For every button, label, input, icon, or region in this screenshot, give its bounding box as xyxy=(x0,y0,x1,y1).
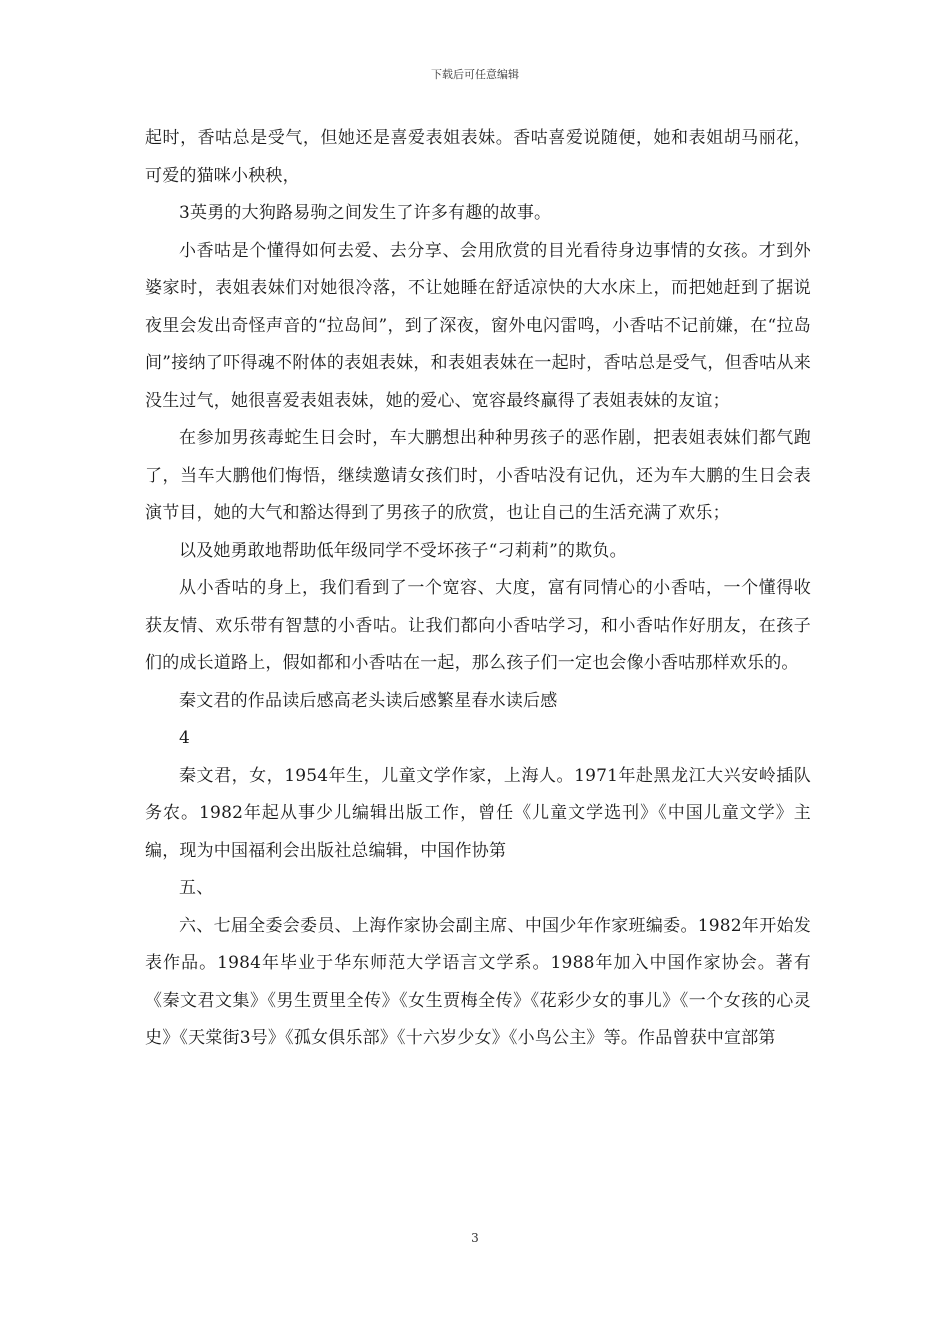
paragraph: 以及她勇敢地帮助低年级同学不受坏孩子“刁莉莉”的欺负。 xyxy=(179,540,627,561)
paragraph: 五、 xyxy=(179,878,214,898)
paragraph: 六、七届全委会委员、上海作家协会副主席、中国少年作家班编委。1982年开始发表作品。1984年毕业于华东师范大学语言文学系。1988年加入中国作家协会。著有《秦文君文集》《男生贾里全传》《女生贾梅全传》《花彩少女的事儿》《一个女孩的心灵史》《天棠街3号》《孤女俱乐部》《十六岁少女》《小鸟公主》等。作品曾获中宣部第 xyxy=(145,915,811,1048)
paragraph: 小香咕是个懂得如何去爱、去分享、会用欣赏的目光看待身边事情的女孩。才到外婆家时，表姐表妹们对她很冷落，不让她睡在舒适凉快的大水床上，而把她赶到了据说夜里会发出奇怪声音的“拉岛间”，到了深夜，窗外电闪雷鸣，小香咕不记前嫌，在“拉岛间”接纳了吓得魂不附体的表姐表妹，和表姐表妹在一起时，香咕总是受气，但香咕从来没生过气，她很喜爱表姐表妹，她的爱心、宽容最终赢得了表姐表妹的友谊； xyxy=(145,240,811,411)
page-number: 3 xyxy=(471,1231,479,1245)
page-header: 下载后可任意编辑 xyxy=(431,68,519,81)
paragraph: 从小香咕的身上，我们看到了一个宽容、大度，富有同情心的小香咕，一个懂得收获友情、欢乐带有智慧的小香咕。让我们都向小香咕学习，和小香咕作好朋友，在孩子们的成长道路上，假如都和小香咕在一起，那么孩子们一定也会像小香咕那样欢乐的。 xyxy=(145,578,811,673)
paragraph: 在参加男孩毒蛇生日会时，车大鹏想出种种男孩子的恶作剧，把表姐表妹们都气跑了，当车大鹏他们悔悟，继续邀请女孩们时，小香咕没有记仇，还为车大鹏的生日会表演节目，她的大气和豁达得到了男孩子的欣赏，也让自己的生活充满了欢乐； xyxy=(145,428,811,523)
paragraph: 秦文君的作品读后感高老头读后感繁星春水读后感 xyxy=(179,690,558,711)
document-body xyxy=(145,120,811,1058)
paragraph: 秦文君，女，1954年生，儿童文学作家，上海人。1971年赴黑龙江大兴安岭插队务农。1982年起从事少儿编辑出版工作，曾任《儿童文学选刊》《中国儿童文学》主编，现为中国福利会出版社总编辑，中国作协第 xyxy=(145,765,811,861)
paragraph: 4 xyxy=(179,728,191,748)
paragraph: 3英勇的大狗路易驹之间发生了许多有趣的故事。 xyxy=(179,203,552,223)
paragraph: 起时，香咕总是受气，但她还是喜爱表姐表妹。香咕喜爱说随便，她和表姐胡马丽花，可爱的猫咪小秧秧， xyxy=(145,128,811,186)
